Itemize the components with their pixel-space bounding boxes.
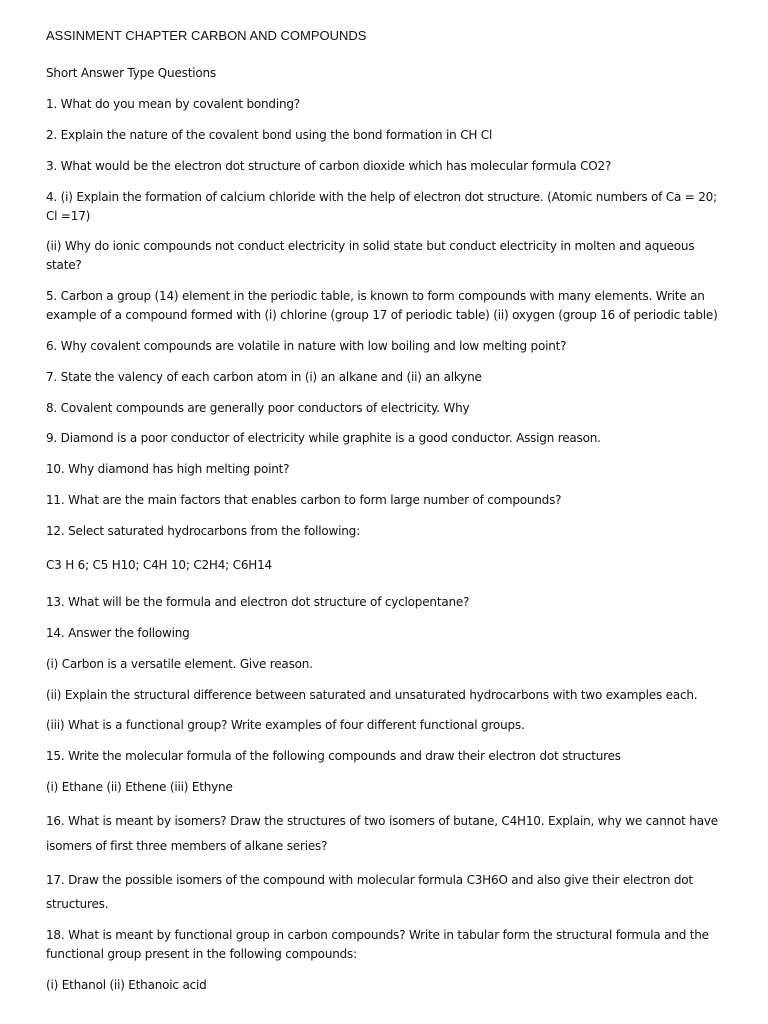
question-14-part-ii: (ii) Explain the structural difference between saturated and unsaturated hydrocarbons with two examples each. [46, 688, 698, 702]
question-14-part-i: (i) Carbon is a versatile element. Give reason. [46, 657, 313, 671]
question-9: 9. Diamond is a poor conductor of electricity while graphite is a good conductor. Assign reason. [46, 431, 601, 445]
question-4-part-ii: (ii) Why do ionic compounds not conduct electricity in solid state but conduct electricity in molten and aqueous [46, 239, 695, 253]
question-14-part-iii: (iii) What is a functional group? Write examples of four different functional groups. [46, 718, 525, 732]
question-18-continued: functional group present in the following compounds: [46, 947, 357, 961]
question-17-continued: structures. [46, 897, 109, 911]
question-11: 11. What are the main factors that enables carbon to form large number of compounds? [46, 493, 562, 507]
question-7: 7. State the valency of each carbon atom in (i) an alkane and (ii) an alkyne [46, 370, 482, 384]
question-13: 13. What will be the formula and electron dot structure of cyclopentane? [46, 595, 470, 609]
question-4-part-ii-continued: state? [46, 258, 82, 272]
question-15-options: (i) Ethane (ii) Ethene (iii) Ethyne [46, 780, 233, 794]
question-10: 10. Why diamond has high melting point? [46, 462, 290, 476]
question-5-continued: example of a compound formed with (i) chlorine (group 17 of periodic table) (ii) oxygen (group 16 of periodic table) [46, 308, 718, 322]
question-1: 1. What do you mean by covalent bonding? [46, 97, 300, 111]
question-15: 15. Write the molecular formula of the following compounds and draw their electron dot structures [46, 749, 621, 763]
question-18-options: (i) Ethanol (ii) Ethanoic acid [46, 978, 207, 992]
question-8: 8. Covalent compounds are generally poor conductors of electricity. Why [46, 401, 470, 415]
question-16-continued: isomers of first three members of alkane series? [46, 839, 328, 853]
document-title: ASSINMENT CHAPTER CARBON AND COMPOUNDS [46, 28, 367, 43]
question-17: 17. Draw the possible isomers of the compound with molecular formula C3H6O and also give their electron dot [46, 873, 693, 887]
question-18: 18. What is meant by functional group in carbon compounds? Write in tabular form the structural formula and the [46, 928, 709, 942]
question-4-part-i-continued: Cl =17) [46, 209, 91, 223]
question-12-options: C3 H 6; C5 H10; C4H 10; C2H4; C6H14 [46, 558, 272, 572]
question-3: 3. What would be the electron dot structure of carbon dioxide which has molecular formula CO2? [46, 159, 612, 173]
question-2: 2. Explain the nature of the covalent bond using the bond formation in CH Cl [46, 128, 493, 142]
question-5: 5. Carbon a group (14) element in the periodic table, is known to form compounds with many elements. Write an [46, 289, 705, 303]
question-14: 14. Answer the following [46, 626, 190, 640]
section-heading: Short Answer Type Questions [46, 66, 216, 80]
question-12: 12. Select saturated hydrocarbons from the following: [46, 524, 360, 538]
question-6: 6. Why covalent compounds are volatile in nature with low boiling and low melting point? [46, 339, 567, 353]
question-4-part-i: 4. (i) Explain the formation of calcium chloride with the help of electron dot structure. (Atomic numbers of Ca = 20; [46, 190, 717, 204]
question-16: 16. What is meant by isomers? Draw the structures of two isomers of butane, C4H10. Explain, why we cannot have [46, 814, 718, 828]
